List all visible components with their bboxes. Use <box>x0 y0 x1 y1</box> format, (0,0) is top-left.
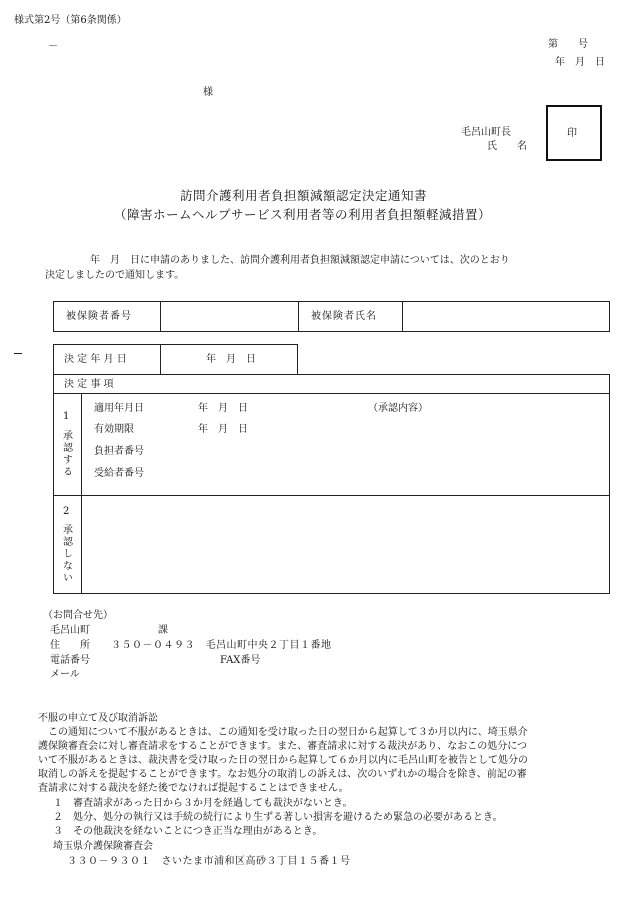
seal-box <box>546 105 602 161</box>
document-subtitle: （障害ホームヘルプサービス利用者等の利用者負担額軽減措置） <box>114 207 492 222</box>
contact-phone-label: 電話番号 <box>50 655 90 666</box>
insured-name-field[interactable] <box>404 310 608 326</box>
header-dash: － <box>48 41 58 52</box>
seal-label: 印 <box>567 128 577 139</box>
appeal-heading: 不服の申立て及び取消訴訟 <box>38 713 158 724</box>
insured-number-field[interactable] <box>162 310 296 326</box>
insured-name-label: 被保険者氏名 <box>311 311 377 322</box>
valid-until-value: 年 月 日 <box>198 424 248 435</box>
applicable-date-value: 年 月 日 <box>198 403 248 414</box>
review-council-name: 埼玉県介護保険審査会 <box>53 841 153 852</box>
appeal-line-5: 査請求に対する裁決を経た後でなければ提起することはできません。 <box>38 783 349 794</box>
form-number: 様式第2号（第6条関係） <box>14 15 127 26</box>
contact-fax-label: FAX番号 <box>220 655 261 666</box>
contact-address: ３５０－０４９３ 毛呂山町中央２丁目１番地 <box>111 640 332 651</box>
approve-number: 1 <box>63 411 70 422</box>
appeal-line-3: いて不服があるときは、裁決書を受け取った日の翌日から起算して６か月以内に毛呂山町を被告として処分の <box>38 755 528 766</box>
approval-content-label: （承認内容） <box>368 403 428 414</box>
contact-department-suffix: 課 <box>158 625 168 636</box>
appeal-item-1: １ 審査請求があった日から３か月を経過しても裁決がないとき。 <box>53 798 353 809</box>
intro-line-2: 決定しましたので通知します。 <box>45 270 185 281</box>
document-number-label: 第 号 <box>548 39 588 50</box>
contact-email-label: メール <box>50 669 80 680</box>
decision-items-label: 決 定 事 項 <box>64 379 114 390</box>
burden-number-label: 負担者番号 <box>94 446 144 457</box>
reject-label: 承認しない <box>60 524 72 584</box>
addressee-suffix: 様 <box>203 87 213 98</box>
appeal-line-2: 護保険審査会に対し審査請求をすることができます。また、審査請求に対する裁決があり、なおこの処分につ <box>38 741 527 752</box>
document-title: 訪問介護利用者負担額減額認定決定通知書 <box>180 188 428 203</box>
insured-number-label: 被保険者番号 <box>66 311 132 322</box>
issuer-name-label: 氏 名 <box>487 141 527 152</box>
appeal-line-4: 取消しの訴えを提起することができます。なお処分の取消しの訴えは、次のいずれかの場合を除き、前記の審 <box>38 769 527 780</box>
decision-date-label: 決 定 年 月 日 <box>64 354 127 365</box>
contact-address-label: 住 所 <box>50 640 90 651</box>
contact-town: 毛呂山町 <box>50 625 90 636</box>
side-mark <box>14 353 22 354</box>
intro-line-1: 年 月 日に申請のありました、訪問介護利用者負担額減額認定申請については、次のとおり <box>90 255 510 266</box>
approve-label: 承認する <box>60 430 72 478</box>
decision-date-value: 年 月 日 <box>206 354 256 365</box>
valid-until-label: 有効期限 <box>94 424 134 435</box>
recipient-number-label: 受給者番号 <box>94 468 144 479</box>
appeal-item-2: ２ 処分、処分の執行又は手続の続行により生ずる著しい損害を避けるため緊急の必要があるとき。 <box>53 812 503 823</box>
document-date-label: 年 月 日 <box>555 57 605 68</box>
contact-heading: （お問合せ先） <box>43 610 113 621</box>
reject-number: 2 <box>63 506 70 517</box>
applicable-date-label: 適用年月日 <box>94 403 144 414</box>
appeal-item-3: ３ その他裁決を経ないことにつき正当な理由があるとき。 <box>53 826 323 837</box>
issuer-name: 毛呂山町長 <box>461 127 511 138</box>
appeal-line-1: この通知について不服があるときは、この通知を受け取った日の翌日から起算して３か月以内に、埼玉県介 <box>48 727 528 738</box>
review-council-address: ３３０－９３０１ さいたま市浦和区高砂３丁目１５番１号 <box>67 856 351 867</box>
